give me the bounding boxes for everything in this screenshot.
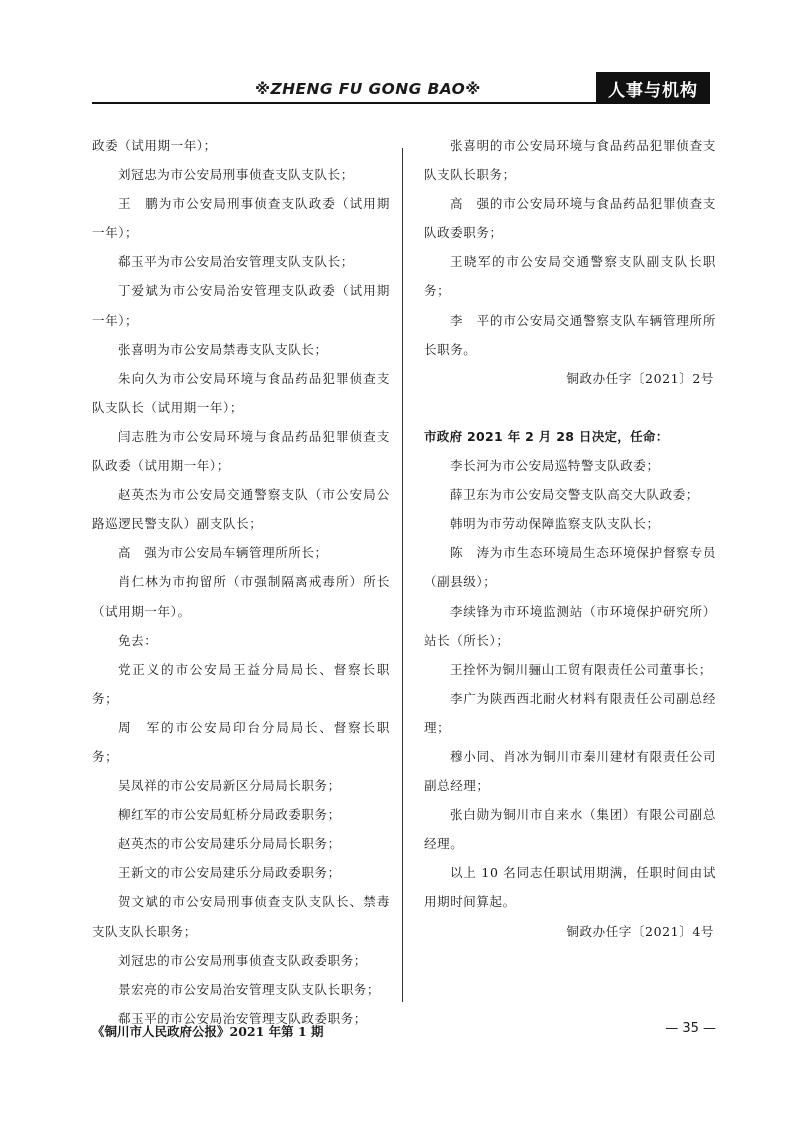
paragraph: 肖仁林为市拘留所（市强制隔离戒毒所）所长（试用期一年）。 <box>92 574 390 619</box>
paragraph: 吴凤祥的市公安局新区分局局长职务； <box>118 778 341 794</box>
paragraph: 贺文斌的市公安局刑事侦查支队支队长、禁毒支队支队长职务； <box>92 894 390 939</box>
paragraph: 免去： <box>118 632 158 648</box>
decision-heading: 市政府 2021 年 2 月 28 日决定，任命： <box>424 428 669 444</box>
paragraph: 张喜明的市公安局环境与食品药品犯罪侦查支队支队长职务； <box>424 138 716 183</box>
paragraph: 王拴怀为铜川骊山工贸有限责任公司董事长； <box>450 661 713 677</box>
paragraph: 李长河为市公安局巡特警支队政委； <box>450 458 660 474</box>
document-number: 铜政办任字〔2021〕4号 <box>566 923 714 939</box>
paragraph: 政委（试用期一年）； <box>92 138 217 153</box>
paragraph: 高 强的市公安局环境与食品药品犯罪侦查支队政委职务； <box>424 196 716 241</box>
paragraph: 赵英杰的市公安局建乐分局局长职务； <box>118 836 341 852</box>
paragraph: 赵英杰为市公安局交通警察支队（市公安局公路巡逻民警支队）副支队长； <box>92 487 390 532</box>
section-tab: 人事与机构 <box>596 72 710 104</box>
header-title: ※ZHENG FU GONG BAO※ <box>255 80 481 98</box>
paragraph: 周 军的市公安局印台分局局长、督察长职务； <box>92 719 390 764</box>
paragraph: 郗玉平为市公安局治安管理支队支队长； <box>118 254 354 270</box>
paragraph: 张白勋为铜川市自来水（集团）有限公司副总经理。 <box>424 807 716 852</box>
paragraph: 景宏亮的市公安局治安管理支队支队长职务； <box>118 981 381 997</box>
page-number: — 35 — <box>665 1021 716 1036</box>
paragraph: 党正义的市公安局王益分局局长、督察长职务； <box>92 661 390 706</box>
paragraph: 陈 涛为市生态环境局生态环境保护督察专员（副县级）； <box>424 545 716 590</box>
paragraph: 王晓军的市公安局交通警察支队副支队长职务； <box>424 254 716 299</box>
paragraph: 丁爱斌为市公安局治安管理支队政委（试用期一年）； <box>92 283 390 328</box>
paragraph: 穆小同、肖冰为铜川市秦川建材有限责任公司副总经理； <box>424 748 716 794</box>
document-number: 铜政办任字〔2021〕2号 <box>566 370 714 386</box>
paragraph: 薛卫东为市公安局交警支队高交大队政委； <box>450 487 699 503</box>
paragraph: 郗玉平的市公安局治安管理支队政委职务； <box>118 1010 367 1026</box>
left-column <box>92 131 390 1033</box>
paragraph: 王 鹏为市公安局刑事侦查支队政委（试用期一年）； <box>92 196 390 241</box>
paragraph: 张喜明为市公安局禁毒支队支队长； <box>118 341 328 357</box>
paragraph: 韩明为市劳动保障监察支队支队长； <box>450 516 660 532</box>
paragraph: 刘冠忠的市公安局刑事侦查支队政委职务； <box>118 952 367 968</box>
paragraph: 闫志胜为市公安局环境与食品药品犯罪侦查支队政委（试用期一年）； <box>92 428 390 474</box>
paragraph: 柳红军的市公安局虹桥分局政委职务； <box>118 807 341 823</box>
paragraph: 高 强为市公安局车辆管理所所长； <box>118 545 328 561</box>
publication-footer: 《铜川市人民政府公报》2021 年第 1 期 <box>92 1024 324 1039</box>
paragraph: 刘冠忠为市公安局刑事侦查支队支队长； <box>118 167 354 183</box>
paragraph: 李 平的市公安局交通警察支队车辆管理所所长职务。 <box>424 312 716 357</box>
paragraph: 朱向久为市公安局环境与食品药品犯罪侦查支队支队长（试用期一年）； <box>92 370 390 415</box>
paragraph: 李续锋为市环境监测站（市环境保护研究所）站长（所长）； <box>424 603 716 648</box>
right-column <box>424 131 716 946</box>
paragraph: 以上 10 名同志任职试用期满，任职时间由试用期时间算起。 <box>424 865 716 910</box>
paragraph: 王新文的市公安局建乐分局政委职务； <box>118 865 341 881</box>
header-rule <box>92 102 705 104</box>
column-divider <box>402 148 403 1002</box>
paragraph: 李广为陕西西北耐火材料有限责任公司副总经理； <box>424 690 716 735</box>
